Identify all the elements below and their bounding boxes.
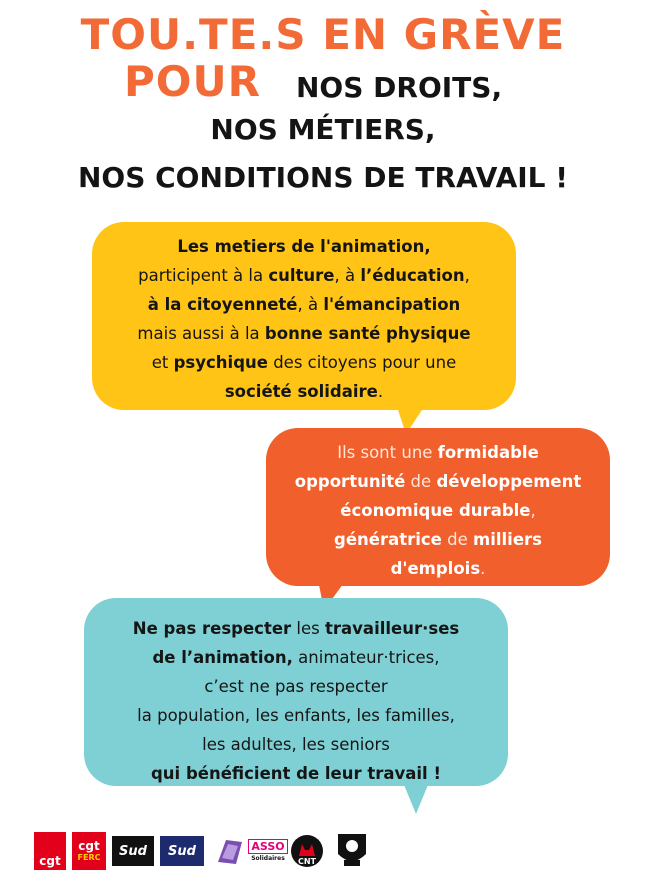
- speech-bubble-yellow-text: [92, 232, 516, 406]
- bubble1-text: mais aussi à la: [137, 324, 265, 343]
- bubble2-line: [266, 525, 610, 554]
- purple-emblem-icon: [212, 836, 246, 866]
- speech-bubble-orange-text: [266, 438, 610, 583]
- bubble3-text: travailleur·ses: [325, 619, 460, 638]
- bubble3-line: [84, 759, 508, 788]
- headline-nos-droits: NOS DROITS,: [296, 71, 503, 104]
- bubble2-text: développement: [436, 472, 582, 491]
- bubble2-text: de: [441, 530, 474, 549]
- bubble2-text: ,: [530, 501, 536, 520]
- bubble3-text: de l’animation,: [152, 648, 293, 667]
- bubble2-line: [266, 467, 610, 496]
- bubble1-text: bonne santé physique: [264, 324, 471, 343]
- bubble2-text: Ils sont une: [337, 443, 438, 462]
- bubble1-text: et: [151, 353, 174, 372]
- bubble1-line: [92, 319, 516, 348]
- bubble1-text: participent à la: [138, 266, 269, 285]
- bubble2-text: milliers: [473, 530, 542, 549]
- cnt-logo-text: CNT: [297, 856, 317, 866]
- speech-bubble-teal-text: [84, 614, 508, 788]
- bubble1-text: ,: [464, 266, 470, 285]
- headline-line-1: TOU.TE.S EN GRÈVE: [80, 10, 566, 59]
- cnt-logo: [290, 834, 324, 868]
- bubble1-line: [92, 377, 516, 406]
- bubble3-text: les: [291, 619, 326, 638]
- bubble3-text: qui bénéficient de leur travail !: [151, 764, 441, 783]
- bubble3-line: [84, 614, 508, 643]
- bubble3-text: la population, les enfants, les familles,: [137, 706, 455, 725]
- bubble1-text: , à: [334, 266, 361, 285]
- bubble1-line: [92, 348, 516, 377]
- bubble2-line: [266, 438, 610, 467]
- bubble2-text: formidable: [437, 443, 539, 462]
- headline-pour: POUR: [124, 57, 261, 106]
- purple-union-emblem: [212, 836, 246, 866]
- bubble1-text: l'émancipation: [323, 295, 461, 314]
- bubble1-line: [92, 232, 516, 261]
- bubble1-text: des citoyens pour une: [267, 353, 457, 372]
- sud-logo-navy-text: Sud: [168, 843, 196, 859]
- bubble1-text: à la citoyenneté: [147, 295, 298, 314]
- asso-logo-subtext: Solidaires: [251, 855, 285, 862]
- bubble3-line: [84, 643, 508, 672]
- bubble2-text: de: [405, 472, 437, 491]
- bubble3-line: [84, 672, 508, 701]
- sud-logo-black-text: Sud: [119, 843, 147, 859]
- bubble3-text: Ne pas respecter: [132, 619, 292, 638]
- bubble2-text: opportunité: [294, 472, 406, 491]
- bubble1-text: l’éducation: [360, 266, 465, 285]
- bubble3-line: [84, 730, 508, 759]
- cgt-logo-text: cgt: [39, 854, 61, 868]
- bubble3-line: [84, 701, 508, 730]
- cgt-ferc-logo-text: cgt: [78, 839, 100, 853]
- cgt-logo: [34, 832, 66, 870]
- bubble1-line: [92, 290, 516, 319]
- bubble2-text: d'emplois: [390, 559, 481, 578]
- crest-icon: [334, 830, 370, 870]
- bubble2-text: économique durable: [340, 501, 531, 520]
- cgt-ferc-logo: [72, 832, 106, 870]
- asso-solidaires-logo: [250, 834, 286, 868]
- asso-logo-text: ASSO: [248, 839, 287, 854]
- bubble3-text: c’est ne pas respecter: [204, 677, 388, 696]
- headline-nos-metiers: NOS MÉTIERS,: [210, 113, 436, 146]
- bubble1-text: .: [377, 382, 384, 401]
- bubble2-text: génératrice: [334, 530, 442, 549]
- black-union-crest: [334, 830, 370, 870]
- bubble1-text: société solidaire: [224, 382, 378, 401]
- bubble3-text: les adultes, les seniors: [202, 735, 390, 754]
- bubble1-text: psychique: [173, 353, 268, 372]
- headline-nos-conditions: NOS CONDITIONS DE TRAVAIL !: [77, 161, 569, 194]
- sud-logo-black: [112, 836, 154, 866]
- bubble2-line: [266, 554, 610, 583]
- bubble1-text: culture: [268, 266, 335, 285]
- bubble2-line: [266, 496, 610, 525]
- bubble1-text: Les metiers de l'animation,: [177, 237, 431, 256]
- bubble3-text: animateur·trices,: [292, 648, 440, 667]
- bubble1-line: [92, 261, 516, 290]
- bubble1-text: , à: [297, 295, 324, 314]
- bubble2-text: .: [480, 559, 486, 578]
- cgt-ferc-logo-subtext: FERC: [77, 853, 101, 862]
- sud-logo-navy: [160, 836, 204, 866]
